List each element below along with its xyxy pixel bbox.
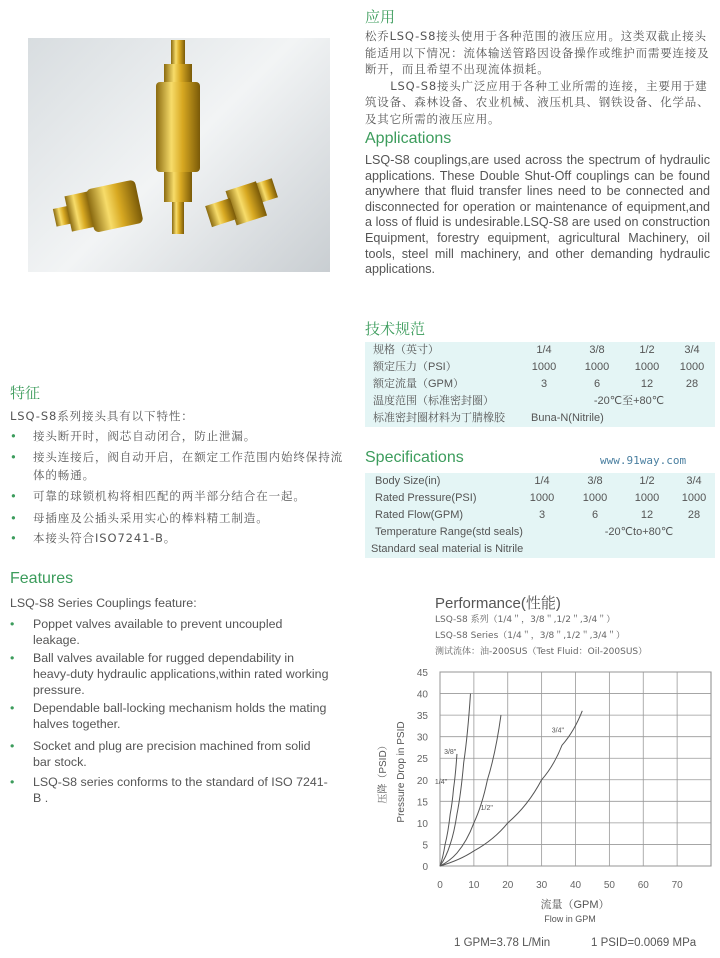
table-row <box>369 342 711 359</box>
table-row <box>369 376 711 393</box>
cell: 28 <box>685 378 699 390</box>
cell: 3 <box>538 509 546 521</box>
cell: -20℃至+80℃ <box>593 395 665 407</box>
y-axis-label-en: Pressure Drop in PSID <box>396 721 407 823</box>
list-item: • 母插座及公插头采用实心的棒料精工制造。 <box>10 508 355 528</box>
table-row <box>369 359 711 376</box>
y-tick-label: 40 <box>416 689 428 701</box>
list-item: • Poppet valves available to prevent uncoupled leakage. <box>10 616 330 648</box>
cell: 3/4 <box>684 344 700 356</box>
cell: Standard seal material is Nitrile <box>371 543 524 555</box>
watermark: www.91way.com <box>600 454 687 467</box>
x-axis-label: 流量（GPM） <box>540 899 610 911</box>
performance-sub2: LSQ-S8 Series（1/4＂，3/8＂,1/2＂,3/4＂） <box>435 631 625 641</box>
features-en-title: Features <box>10 570 74 587</box>
performance-title: Performance(性能) <box>435 595 561 612</box>
cell: 标准密封圈材料为丁腈橡胶 <box>373 412 505 424</box>
performance-chart <box>370 660 720 930</box>
note-gpm: 1 GPM=3.78 L/Min <box>454 937 551 949</box>
cell: 规格（英寸） <box>373 344 439 356</box>
y-tick-label: 20 <box>416 775 428 787</box>
table-row <box>369 507 711 524</box>
series-label: 1/2" <box>480 804 493 812</box>
y-tick-label: 35 <box>416 711 428 723</box>
application-zh-p2: LSQ-S8接头广泛应用于各种工业所需的连接，主要用于建筑设备、森林设备、农业机械、液压机具、钢铁设备、化学品、及其它所需的液压应用。 <box>365 78 710 126</box>
spec-zh-title: 技术规范 <box>365 321 426 338</box>
cell: 3 <box>540 378 548 390</box>
cell: 额定流量（GPM） <box>373 378 465 390</box>
note-psid: 1 PSID=0.0069 MPa <box>591 937 697 949</box>
performance-sub3: 测试流体：油-200SUS（Test Fluid：Oil-200SUS） <box>435 647 648 657</box>
series-line <box>440 715 501 866</box>
list-item: • 接头断开时，阀芯自动闭合，防止泄漏。 <box>10 426 355 446</box>
series-label: 3/4" <box>551 727 565 735</box>
list-item: • 接头连接后，阀自动开启，在额定工作范围内始终保持流体的畅通。 <box>10 448 355 484</box>
x-tick-label: 0 <box>437 880 443 891</box>
table-row <box>369 524 711 541</box>
cell: 1/4 <box>534 475 550 487</box>
cell: 3/4 <box>686 475 702 487</box>
features-zh-title: 特征 <box>10 385 41 402</box>
product-photo <box>28 38 330 272</box>
applications-text: LSQ-S8 couplings,are used across the spectrum of hydraulic applications. These Double Shut-Off couplings can be found anywhere that fluid transfer lines need to be connected and disconnected for operation or maintenance of equipment,and a loss of fluid is undesirable.LSQ-S8 are used on construction Equipment, forestry equipment, agricultural Machinery, oil tools, steel mill machinery, and other demanding hydraulic applications. <box>365 153 710 277</box>
y-axis-label: 压降（PSID） <box>378 740 389 804</box>
x-tick-label: 20 <box>502 880 514 891</box>
application-zh-title: 应用 <box>365 9 396 26</box>
cell: Rated Pressure(PSI) <box>375 492 477 504</box>
table-row <box>369 541 711 558</box>
table-row <box>369 473 711 490</box>
cell: 6 <box>593 378 601 390</box>
cell: Temperature Range(std seals) <box>375 526 523 538</box>
spec-en-table <box>365 473 715 558</box>
spec-en-title: Specifications <box>365 449 464 466</box>
list-item: • LSQ-S8 series conforms to the standard of ISO 7241-B . <box>10 774 330 806</box>
cell: 温度范围（标准密封圈） <box>373 395 494 407</box>
cell: 3/8 <box>589 344 605 356</box>
cell: 1000 <box>584 361 610 373</box>
x-axis-label-en: Flow in GPM <box>544 914 596 924</box>
series-label: 1/4" <box>434 779 448 787</box>
x-tick-label: 10 <box>468 880 480 891</box>
list-item: • Dependable ball-locking mechanism holds the mating halves together. <box>10 700 330 732</box>
series-label: 3/8" <box>444 748 457 756</box>
cell: 1000 <box>679 361 705 373</box>
y-tick-label: 45 <box>416 668 428 679</box>
x-tick-label: 60 <box>637 880 649 891</box>
x-tick-label: 40 <box>569 880 582 891</box>
y-tick-label: 15 <box>416 797 428 809</box>
table-row <box>369 393 711 410</box>
cell: Body Size(in) <box>375 475 441 487</box>
y-tick-label: 10 <box>416 818 428 830</box>
application-zh-p1: 松乔LSQ-S8接头使用于各种范围的液压应用。这类双截止接头能适用以下情况：流体输送管路因设备操作或维护而需要连接及断开，而且希望不出现流体损耗。 <box>365 29 710 76</box>
cell: 12 <box>640 378 654 390</box>
coupling-illustration <box>28 38 330 272</box>
y-tick-label: 5 <box>422 840 428 852</box>
cell: 12 <box>640 509 654 521</box>
y-tick-label: 0 <box>422 862 428 873</box>
table-row <box>369 410 711 427</box>
cell: 3/8 <box>587 475 603 487</box>
cell: 1000 <box>582 492 608 504</box>
cell: 1000 <box>681 492 707 504</box>
x-tick-label: 70 <box>671 880 683 891</box>
cell: 6 <box>591 509 599 521</box>
cell: Rated Flow(GPM) <box>375 509 464 521</box>
cell: 1/2 <box>639 475 655 487</box>
cell: 1/2 <box>639 344 655 356</box>
cell: 1000 <box>529 492 555 504</box>
applications-title: Applications <box>365 130 452 147</box>
list-item: • Socket and plug are precision machined from solid bar stock. <box>10 738 330 770</box>
cell: 额定压力（PSI） <box>373 361 457 373</box>
y-tick-label: 25 <box>416 754 428 766</box>
cell: 1000 <box>531 361 557 373</box>
cell: 1000 <box>634 361 660 373</box>
cell: 1/4 <box>536 344 552 356</box>
performance-sub1: LSQ-S8 系列（1/4＂，3/8＂,1/2＂,3/4＂） <box>435 615 616 625</box>
table-row <box>369 490 711 507</box>
features-zh-intro: LSQ-S8系列接头具有以下特性： <box>10 409 194 423</box>
list-item: • Ball valves available for rugged dependability in heavy-duty hydraulic applications,within rated working pressure. <box>10 650 330 698</box>
cell: 28 <box>687 509 701 521</box>
cell: -20℃to+80℃ <box>604 526 674 538</box>
list-item: • 本接头符合ISO7241-B。 <box>10 528 355 548</box>
list-item: • 可靠的球锁机构将相匹配的两半部分结合在一起。 <box>10 486 355 506</box>
cell: Buna-N(Nitrile) <box>531 412 604 424</box>
x-tick-label: 50 <box>603 880 615 891</box>
y-tick-label: 30 <box>416 732 428 744</box>
x-tick-label: 30 <box>536 880 548 891</box>
features-en-intro: LSQ-S8 Series Couplings feature: <box>10 596 197 610</box>
spec-zh-table <box>365 342 715 427</box>
cell: 1000 <box>634 492 660 504</box>
